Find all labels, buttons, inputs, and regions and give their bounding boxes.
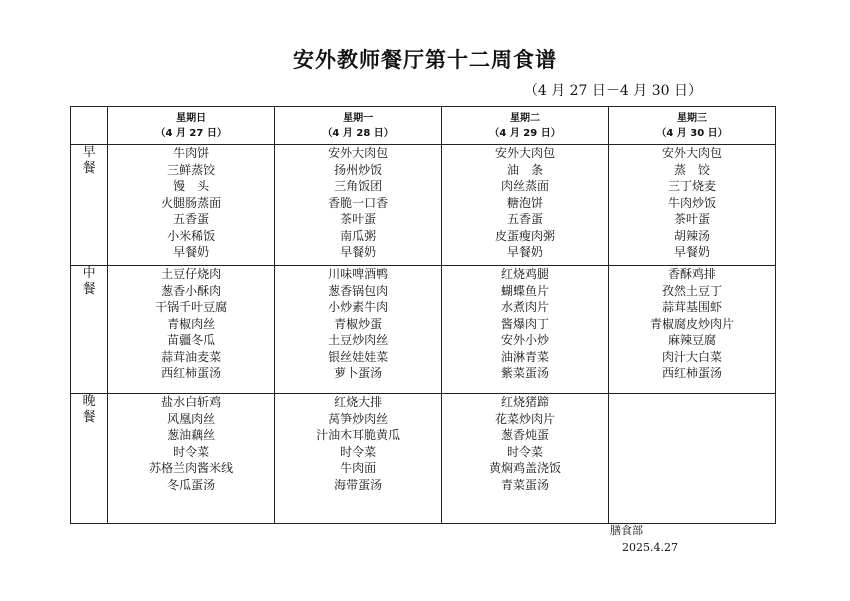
dish-item: 香酥鸡排 xyxy=(668,267,717,281)
menu-cell xyxy=(609,266,776,394)
menu-table xyxy=(70,106,776,524)
menu-cell xyxy=(275,145,442,266)
dish-item: 牛肉炒饭 xyxy=(668,195,717,210)
meal-label-char: 中 xyxy=(82,266,96,281)
dish-item: 花菜炒肉片 xyxy=(495,411,556,426)
meal-label xyxy=(71,266,108,394)
dish-item: 黄焖鸡盖浇饭 xyxy=(489,461,562,475)
dish-item: 馒 头 xyxy=(173,179,210,193)
dish-item: 肉丝蒸面 xyxy=(501,179,550,193)
dish-item: 盐水白斩鸡 xyxy=(161,395,222,409)
dish-item: 火腿肠蒸面 xyxy=(161,195,222,210)
menu-cell xyxy=(108,394,275,524)
dish-item: 冬瓜蛋汤 xyxy=(167,477,216,492)
dish-item: 早餐奶 xyxy=(340,245,377,259)
day-name: 星期二 xyxy=(510,112,541,124)
meal-label xyxy=(71,145,108,266)
dish-item: 青椒腐皮炒肉片 xyxy=(650,316,735,331)
menu-cell xyxy=(442,266,609,394)
meal-label xyxy=(71,394,108,524)
dish-item: 早餐奶 xyxy=(173,245,210,259)
meal-label-char: 早 xyxy=(82,145,96,160)
dish-item: 早餐奶 xyxy=(674,245,711,259)
menu-cell xyxy=(442,145,609,266)
meal-label-char: 餐 xyxy=(82,161,96,176)
meal-label-char: 餐 xyxy=(82,410,96,425)
dish-item: 水煮肉片 xyxy=(501,300,550,314)
day-date: （4 月 28 日） xyxy=(322,127,394,139)
dish-item: 小炒素牛肉 xyxy=(328,300,389,314)
dish-item: 酱爆肉丁 xyxy=(501,316,550,331)
dish-item: 三丁烧麦 xyxy=(668,179,717,193)
dish-item: 银丝娃娃菜 xyxy=(328,349,389,364)
dish-item: 早餐奶 xyxy=(507,245,544,259)
dish-item: 牛肉饼 xyxy=(173,146,210,160)
dish-item: 时令菜 xyxy=(173,444,210,459)
dish-item: 麻辣豆腐 xyxy=(668,333,717,347)
dish-item: 风凰肉丝 xyxy=(167,411,216,426)
dish-item: 三角饭团 xyxy=(334,179,383,193)
dish-item: 安外大肉包 xyxy=(662,146,723,160)
dish-item: 五香蛋 xyxy=(507,212,544,226)
corner-cell xyxy=(71,107,108,145)
dish-item: 海带蛋汤 xyxy=(334,477,383,492)
dish-item: 青椒炒蛋 xyxy=(334,316,383,331)
dish-item: 三鲜蒸饺 xyxy=(167,162,216,177)
dish-item: 牛肉面 xyxy=(340,461,377,475)
menu-cell xyxy=(442,394,609,524)
menu-cell xyxy=(108,266,275,394)
menu-cell xyxy=(275,394,442,524)
dish-item: 时令菜 xyxy=(340,444,377,459)
dish-item: 茶叶蛋 xyxy=(340,212,377,226)
department-signature: 膳食部 xyxy=(610,524,643,537)
dish-item: 红烧大排 xyxy=(334,395,383,409)
dish-item: 蒜茸基围虾 xyxy=(662,300,723,314)
dish-item: 苏格兰肉酱米线 xyxy=(149,461,234,475)
menu-cell xyxy=(108,145,275,266)
dish-item: 川味啤酒鸭 xyxy=(328,267,389,281)
dish-item: 苗疆冬瓜 xyxy=(167,333,216,347)
day-date: （4 月 30 日） xyxy=(656,127,728,139)
day-name: 星期日 xyxy=(176,112,207,124)
dish-item: 红烧鸡腿 xyxy=(501,267,550,281)
dish-item: 时令菜 xyxy=(507,444,544,459)
dish-item: 蝴蝶鱼片 xyxy=(501,283,550,298)
dish-item: 香脆一口香 xyxy=(328,195,389,210)
dish-item: 蒸 饺 xyxy=(674,162,711,177)
menu-cell xyxy=(609,394,776,524)
dish-item: 土豆炒肉丝 xyxy=(328,333,389,347)
dish-item: 糖泡饼 xyxy=(507,195,544,210)
dish-item: 茶叶蛋 xyxy=(674,212,711,226)
dish-item: 胡辣汤 xyxy=(674,228,711,243)
day-date: （4 月 29 日） xyxy=(489,127,561,139)
menu-cell xyxy=(609,145,776,266)
dish-item: 葱香炖蛋 xyxy=(501,428,550,442)
dish-item: 汁油木耳脆黄瓜 xyxy=(316,428,401,442)
dish-item: 扬州炒饭 xyxy=(334,162,383,177)
dinner-row xyxy=(71,394,776,524)
dish-item: 红烧猪蹄 xyxy=(501,395,550,409)
dish-item: 安外大肉包 xyxy=(495,146,556,160)
dish-item: 葱香小酥肉 xyxy=(161,283,222,298)
day-date: （4 月 27 日） xyxy=(155,127,227,139)
dish-item: 安外大肉包 xyxy=(328,146,389,160)
dish-item: 孜然土豆丁 xyxy=(662,283,723,298)
day-header-sunday xyxy=(108,107,275,145)
header-row xyxy=(71,107,776,145)
day-header-tuesday xyxy=(442,107,609,145)
dish-item: 安外小炒 xyxy=(501,333,550,347)
day-header-wednesday xyxy=(609,107,776,145)
day-name: 星期三 xyxy=(677,112,707,124)
dish-item: 南瓜粥 xyxy=(340,228,377,243)
menu-cell xyxy=(275,266,442,394)
dish-item: 西红柿蛋汤 xyxy=(662,366,723,380)
dish-item: 青椒肉丝 xyxy=(167,316,216,331)
lunch-row xyxy=(71,266,776,394)
dish-item: 土豆仔烧肉 xyxy=(161,267,222,281)
breakfast-row xyxy=(71,145,776,266)
day-name: 星期一 xyxy=(343,112,374,124)
meal-label-char: 晚 xyxy=(82,394,96,409)
dish-item: 油 条 xyxy=(507,162,544,177)
dish-item: 葱香锅包肉 xyxy=(328,283,389,298)
dish-item: 皮蛋瘦肉粥 xyxy=(495,228,556,243)
signature-date: 2025.4.27 xyxy=(622,541,678,554)
page-title: 安外教师餐厅第十二周食谱 xyxy=(293,48,557,72)
dish-item: 干锅千叶豆腐 xyxy=(155,300,228,314)
dish-item: 莴笋炒肉丝 xyxy=(328,411,389,426)
date-range-subtitle: （4 月 27 日－4 月 30 日） xyxy=(523,83,702,99)
dish-item: 萝卜蛋汤 xyxy=(334,366,383,380)
dish-item: 紫菜蛋汤 xyxy=(501,366,550,380)
dish-item: 五香蛋 xyxy=(173,212,210,226)
dish-item: 肉汁大白菜 xyxy=(662,349,723,364)
meal-label-char: 餐 xyxy=(82,282,96,297)
dish-item: 油淋青菜 xyxy=(501,349,550,364)
dish-item: 青菜蛋汤 xyxy=(501,477,550,492)
dish-item: 蒜茸油麦菜 xyxy=(161,349,222,364)
day-header-monday xyxy=(275,107,442,145)
dish-item: 小米稀饭 xyxy=(167,228,216,243)
dish-item: 葱油藕丝 xyxy=(167,428,216,442)
dish-item: 西红柿蛋汤 xyxy=(161,366,222,380)
